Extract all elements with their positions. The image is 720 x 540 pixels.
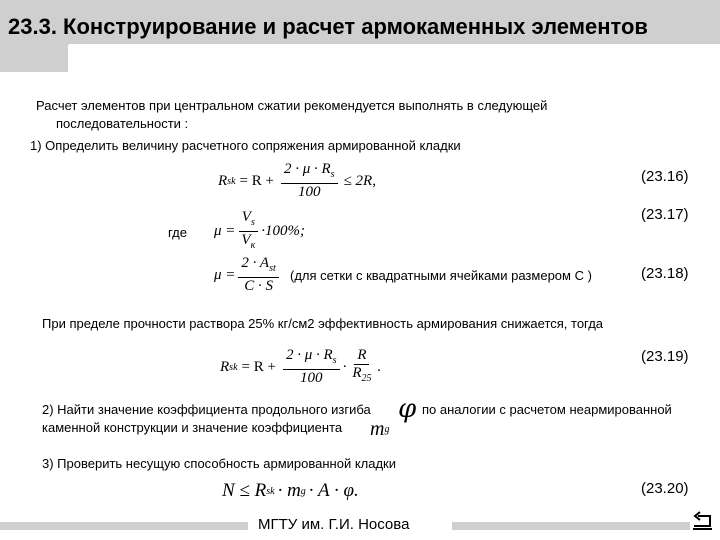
title-bar-wedge	[0, 44, 70, 72]
formula-fraction	[238, 256, 278, 294]
formula-lhs-sub: sk	[229, 361, 238, 373]
footer-text: МГТУ им. Г.И. Носова	[258, 516, 410, 533]
eq-number-23-19: (23.19)	[641, 348, 689, 365]
formula-fraction-2	[349, 348, 374, 386]
formula-lhs-sub: sk	[227, 175, 236, 187]
formula-mid: · m	[277, 480, 301, 501]
eq-number-23-16: (23.16)	[641, 168, 689, 185]
formula-fraction	[281, 162, 338, 200]
mg-symbol	[370, 418, 389, 441]
eq-number-23-20: (23.20)	[641, 480, 689, 497]
fraction-denominator-sub: 25	[361, 373, 372, 384]
eq-number-23-18: (23.18)	[641, 265, 689, 282]
mg-symbol-sub: g	[384, 424, 390, 435]
formula-23-18	[214, 256, 282, 294]
step-2-line-2: каменной конструкции и значение коэффициента	[42, 420, 343, 435]
fraction-numerator: V	[241, 209, 251, 225]
formula-fraction	[238, 210, 258, 253]
formula-tail: ≤ 2R,	[343, 172, 376, 189]
footer-bar-right	[452, 522, 690, 530]
eq-number-23-17: (23.17)	[641, 206, 689, 223]
formula-23-19	[220, 348, 381, 386]
step-3-text: 3) Проверить несущую способность армированной кладки	[42, 456, 397, 471]
fraction-denominator-sub: к	[250, 240, 256, 251]
fraction-numerator-sub: st	[269, 263, 276, 274]
formula-lhs: μ =	[214, 223, 236, 239]
formula-tail: · A · φ.	[308, 480, 359, 501]
return-arrow-icon	[690, 508, 716, 534]
formula-lhs: N ≤ R	[222, 480, 267, 501]
intro-line-2: последовательности :	[56, 116, 189, 131]
title-bar-cutout	[68, 44, 720, 72]
footer-bar-left	[0, 522, 248, 530]
formula-lhs: R	[220, 358, 230, 375]
step-1-text: 1) Определить величину расчетного сопряжения армированной кладки	[30, 138, 461, 153]
fraction-numerator: 2 · A	[241, 255, 270, 271]
strength-note: При пределе прочности раствора 25% кг/см2 эффективность армирования снижается, тогда	[42, 316, 604, 331]
formula-fraction-1	[283, 348, 340, 386]
formula-eq: = R +	[241, 358, 276, 375]
formula-lhs: μ =	[214, 266, 236, 283]
formula-lhs: R	[218, 172, 228, 189]
fraction-denominator: 100	[300, 370, 323, 386]
fraction-numerator-sub: s	[250, 217, 255, 228]
where-label: где	[168, 225, 187, 240]
fraction-denominator: 100	[298, 184, 321, 200]
intro-line-1: Расчет элементов при центральном сжатии рекомендуется выполнять в следующей	[36, 98, 548, 113]
slide-title: 23.3. Конструирование и расчет армокаменных элементов	[8, 14, 648, 39]
fraction-numerator-sub: s	[330, 169, 335, 180]
formula-lhs-sub: sk	[266, 485, 275, 497]
fraction-numerator-sub: s	[332, 355, 337, 366]
formula-23-17	[214, 210, 305, 253]
step-2-line-1b: по аналогии с расчетом неармированной	[422, 402, 672, 417]
phi-symbol: φ	[398, 394, 417, 424]
formula-eq: = R +	[239, 172, 274, 189]
fraction-numerator: 2 · μ · R	[283, 161, 331, 177]
formula-mid-sub: g	[300, 485, 306, 497]
fraction-numerator: R	[354, 348, 369, 365]
fraction-denominator: R	[352, 365, 362, 381]
formula-tail: .	[377, 358, 382, 375]
step-2-line-1a: 2) Найти значение коэффициента продольного изгиба	[42, 402, 371, 417]
fraction-numerator: 2 · μ · R	[285, 347, 333, 363]
mesh-note: (для сетки с квадратными ячейками размером С )	[290, 268, 592, 283]
formula-23-20	[222, 480, 359, 502]
back-button[interactable]	[690, 508, 716, 534]
mg-symbol-letter: m	[370, 418, 385, 440]
formula-dot: ·	[342, 358, 347, 375]
fraction-denominator: V	[241, 232, 251, 248]
fraction-denominator: C · S	[244, 278, 273, 294]
formula-23-16	[218, 162, 376, 200]
formula-tail: ·100%;	[261, 223, 306, 239]
